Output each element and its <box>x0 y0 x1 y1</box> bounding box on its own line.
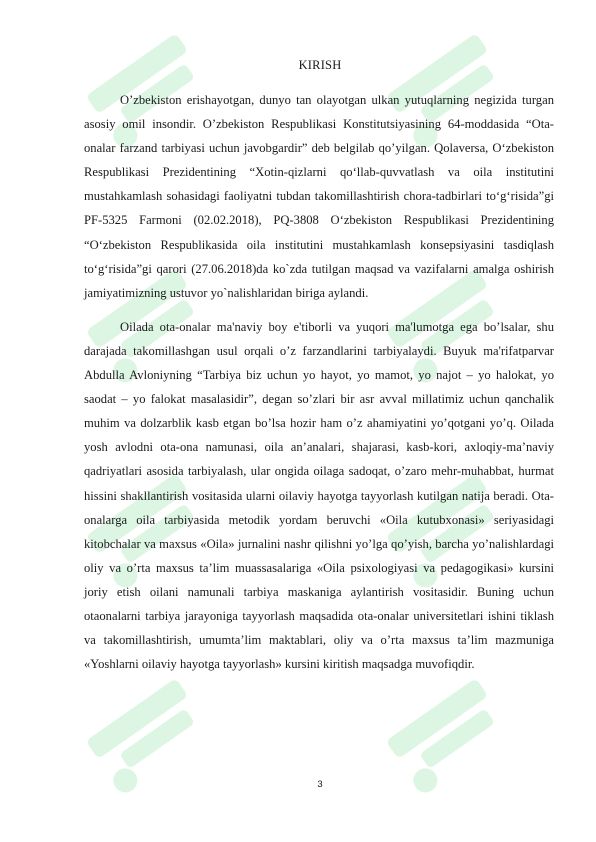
paragraph: O’zbekiston erishayotgan, dunyo tan olayotgan ulkan yutuqlarning negizida turgan asosiy omil insondir. O’zbekiston Respublikasi Konstitutsiyasining 64-moddasida “Ota-onalar farzand tarbiyasi uchun javobgardir” deb belgilab qo’yilgan. Qolaversa, O‘zbekiston Respublikasi Prezidentining “Xotin-qizlarni qo‘llab-quvvatlash va oila institutini mustahkamlash sohasidagi faoliyatni tubdan takomillashtirish chora-tadbirlari to‘g‘risida”gi PF-5325 Farmoni (02.02.2018), PQ-3808 O‘zbekiston Respublikasi Prezidentining “O‘zbekiston Respublikasida oila institutini mustahkamlash konsepsiyasini tasdiqlash to‘g‘risida”gi qarori (27.06.2018)da ko`zda tutilgan maqsad va vazifalarni amalga oshirish jamiyatimizning ustuvor yo`nalishlaridan biriga aylandi. <box>84 93 554 300</box>
paragraph: Oilada ota-onalar ma'naviy boy e'tiborli va yuqori ma'lumotga ega bo’lsalar, shu darajada takomillashgan usul orqali o’z farzandlarini tarbiyalaydi. Buyuk ma'rifatparvar Abdulla Avloniyning “Tarbiya biz uchun yo hayot, yo mamot, yo najot – yo halokat, yo saodat – yo falokat masalasidir”, degan so’zlari bir asr avval millatimiz uchun qanchalik muhim va dolzarblik kasb etgan bo’lsa hozir ham o’z ahamiyatini yo’qotgani yo’q. Oilada yosh avlodni ota-ona namunasi, oila an’analari, shajarasi, kasb-kori, axloqiy-ma’naviy qadriyatlari asosida tarbiyalash, ular ongida oilaga sadoqat, o’zaro mehr-muhabbat, hurmat hissini shakllantirish vositasida ularni oilaviy hayotga tayyorlash kutilgan natija beradi. Ota-onalarga oila tarbiyasida metodik yordam beruvchi «Oila kutubxonasi» seriyasidagi kitobchalar va maxsus «Oila» jurnalini nashr qilishni yo’lga qo’yish, barcha yo’nalishlardagi oliy va o’rta maxsus ta’lim muassasalariga «Oila psixologiyasi va pedagogikasi» kursini joriy etish oilani namunali tarbiya maskaniga aylantirish vositasidir. Buning uchun otaonalarni tarbiya jarayoniga tayyorlash maqsadida ota-onalar universitetlari ishini tiklash va takomillashtirish, umumta’lim maktablari, oliy va o’rta maxsus ta’lim mazmuniga «Yoshlarni oilaviy hayotga tayyorlash» kursini kiritish maqsadga muvofiqdir. <box>84 319 554 672</box>
section-heading: KIRISH <box>298 58 342 72</box>
page-number: 3 <box>317 779 323 790</box>
body-text <box>84 88 554 686</box>
